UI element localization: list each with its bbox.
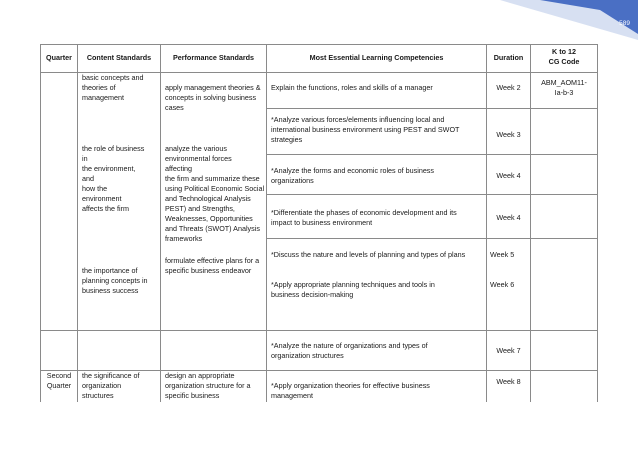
header-content-standards: Content Standards bbox=[86, 53, 152, 62]
header-code: K to 12 CG Code bbox=[548, 47, 580, 66]
duration-week: Week 4 bbox=[496, 171, 521, 180]
content-standard-basic: basic concepts and theories of management bbox=[82, 73, 144, 102]
duration-week: Week 3 bbox=[496, 130, 521, 139]
rule bbox=[266, 154, 598, 155]
performance-standard-design: design an appropriate organization structure for a specific business bbox=[165, 371, 251, 400]
competency-row: *Apply appropriate planning techniques and tools in business decision-making bbox=[271, 280, 435, 299]
rule bbox=[40, 330, 598, 331]
rule bbox=[266, 238, 598, 239]
rule bbox=[77, 44, 78, 402]
performance-standard-formulate: formulate effective plans for a specific business endeavor bbox=[165, 256, 260, 275]
competency-row: *Analyze various forces/elements influencing local and international business environment using PEST and SWOT strategies bbox=[271, 115, 460, 144]
duration-week: Week 6 bbox=[490, 280, 515, 289]
competency-row: Explain the functions, roles and skills of a manager bbox=[271, 83, 433, 92]
competency-row: *Differentiate the phases of economic development and its impact to business environment bbox=[271, 208, 457, 227]
rule bbox=[266, 194, 598, 195]
content-standard-environment: the role of business in the environment, and how the environment affects the firm bbox=[82, 144, 145, 213]
competency-row: *Analyze the forms and economic roles of business organizations bbox=[271, 166, 434, 185]
duration-week: Week 4 bbox=[496, 213, 521, 222]
cg-code: ABM_AOM11- Ia-b-3 bbox=[541, 78, 587, 97]
duration-week: Week 8 bbox=[496, 377, 521, 386]
duration-week: Week 2 bbox=[496, 83, 521, 92]
content-standard-planning: the importance of planning concepts in business success bbox=[82, 266, 148, 295]
header-competencies: Most Essential Learning Competencies bbox=[309, 53, 444, 62]
rule bbox=[40, 44, 598, 45]
header-quarter: Quarter bbox=[46, 53, 72, 62]
competency-row: *Apply organization theories for effective business management bbox=[271, 381, 430, 400]
curriculum-table bbox=[40, 44, 598, 402]
corner-banner bbox=[0, 0, 638, 40]
competency-row: *Analyze the nature of organizations and types of organization structures bbox=[271, 341, 428, 360]
performance-standard-analyze: analyze the various environmental forces affecting the firm and summarize these using Political Economic Social and Technological Analysis PEST) and Strengths, Weaknesses, Opportunities and Threats (SWOT) Analysis frameworks bbox=[165, 144, 265, 243]
performance-standard-apply: apply management theories & concepts in solving business cases bbox=[165, 83, 261, 112]
competency-row: *Discuss the nature and levels of planning and types of plans bbox=[271, 250, 466, 259]
duration-week: Week 7 bbox=[496, 346, 521, 355]
header-duration: Duration bbox=[493, 53, 524, 62]
duration-week: Week 5 bbox=[490, 250, 515, 259]
page-number: 589 bbox=[619, 20, 630, 27]
rule bbox=[40, 44, 41, 402]
content-standard-organization: the significance of organization structures bbox=[82, 371, 140, 400]
rule bbox=[266, 108, 598, 109]
header-performance-standards: Performance Standards bbox=[172, 53, 255, 62]
quarter-second: Second Quarter bbox=[46, 371, 72, 390]
